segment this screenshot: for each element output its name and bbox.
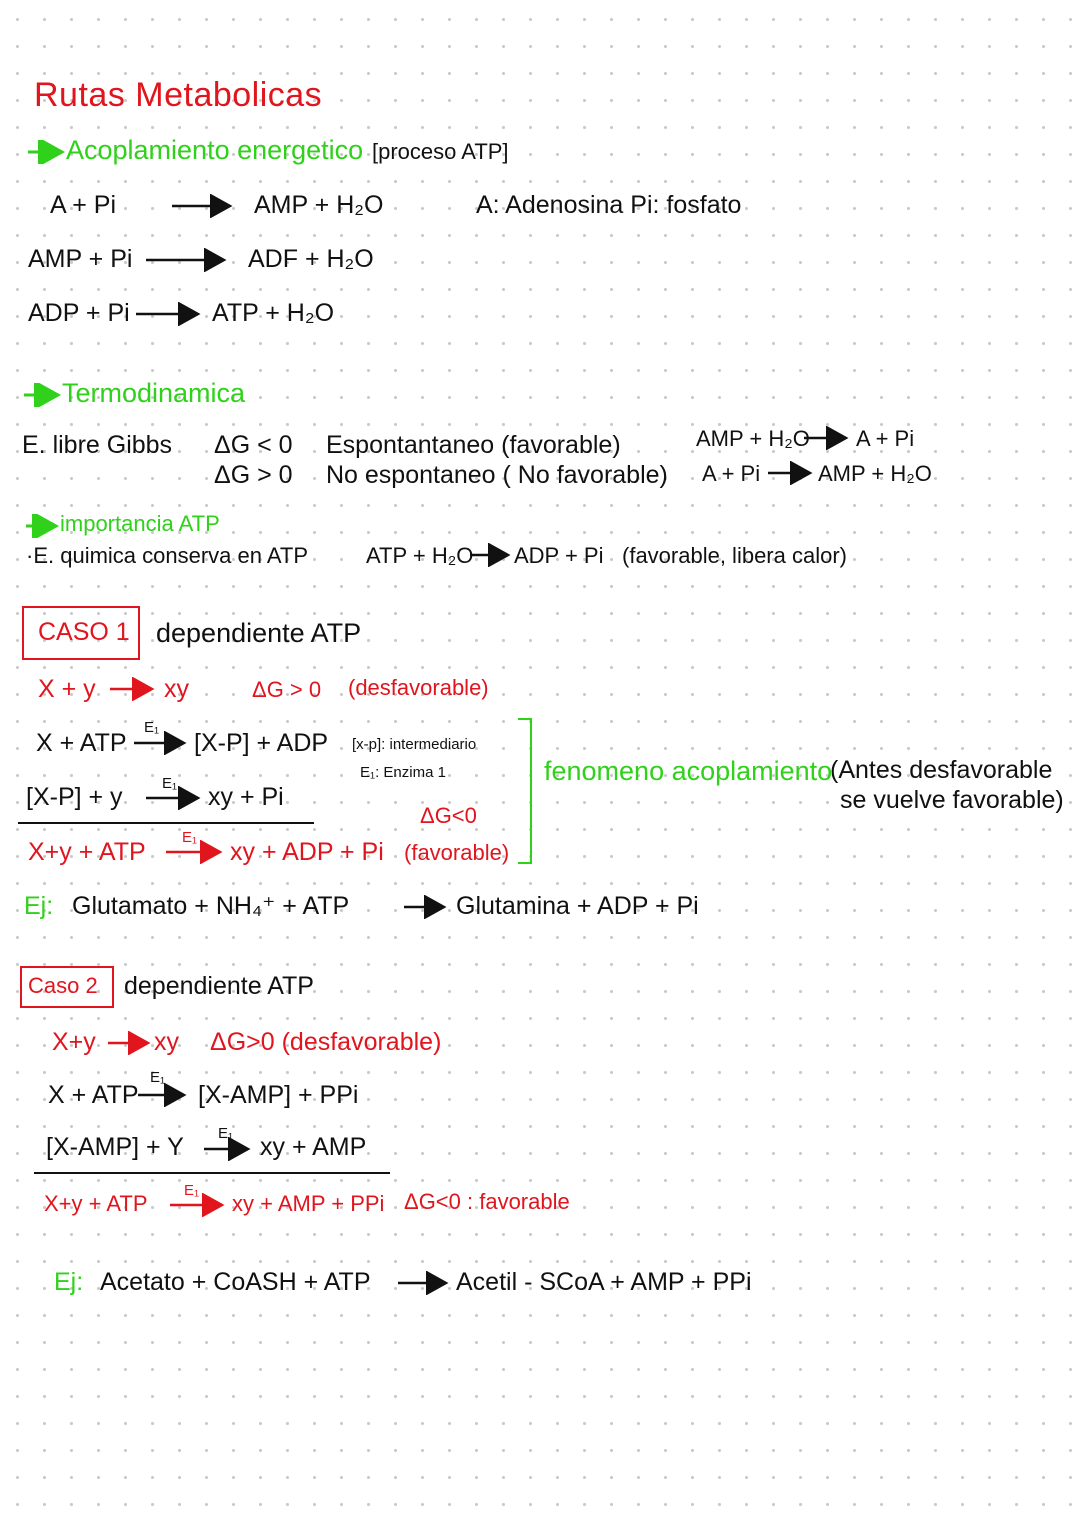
caso1-r4-left: X+y + ATP [28, 838, 146, 866]
caso1-r3-enzyme: E₁ [162, 775, 178, 792]
termo-r1-right: A + Pi [856, 426, 915, 451]
caso2-r3-right: xy + AMP [260, 1133, 367, 1161]
eq3-right: ATP + H₂O [212, 299, 335, 327]
caso2-title: dependiente ATP [124, 972, 314, 1000]
reaction-arrow-icon [402, 895, 450, 919]
caso1-r2-right: [X-P] + ADP [194, 729, 329, 757]
reaction-arrow-icon [134, 302, 204, 326]
caso2-ej-left: Acetato + CoASH + ATP [100, 1268, 371, 1296]
reaction-arrow-icon [108, 677, 158, 701]
reaction-arrow-icon [766, 461, 816, 485]
caso2-r2-left: X + ATP [48, 1081, 139, 1109]
reaction-arrow-icon [144, 786, 204, 810]
termo-r1-left: AMP + H₂O [696, 426, 810, 451]
caso1-r1-dg: ΔG > 0 [252, 677, 322, 702]
importancia-eq-left: ATP + H₂O [366, 543, 474, 568]
bullet-arrow-icon [22, 383, 62, 407]
caso1-r1-left: X + y [38, 675, 96, 703]
eq3-left: ADP + Pi [28, 299, 130, 327]
caso1-r1-right: xy [164, 675, 189, 703]
dg-negative: ΔG < 0 [214, 431, 293, 459]
importancia-eq-right: ADP + Pi [514, 543, 604, 568]
acoplamiento-legend: A: Adenosina Pi: fosfato [476, 191, 742, 219]
reaction-arrow-icon [144, 248, 230, 272]
dg-positive-desc: No espontaneo ( No favorable) [326, 461, 668, 489]
reaction-arrow-icon [802, 426, 852, 450]
caso2-r3-left: [X-AMP] + Y [46, 1133, 184, 1161]
reaction-arrow-icon [396, 1271, 452, 1295]
fenomeno-label: fenomeno acoplamiento [544, 756, 833, 786]
termo-r2-right: AMP + H₂O [818, 461, 932, 486]
caso1-ej-right: Glutamina + ADP + Pi [456, 892, 699, 920]
acoplamiento-heading: Acoplamiento energetico [66, 135, 364, 165]
caso2-r1-left: X+y [52, 1028, 96, 1056]
caso1-r4-enzyme: E₁ [182, 829, 198, 846]
eq1-right: AMP + H₂O [254, 191, 384, 219]
green-bracket [518, 718, 532, 864]
bullet-arrow-icon [24, 514, 60, 538]
caso1-ej-left: Glutamato + NH₄⁺ + ATP [72, 892, 350, 920]
caso2-r1-dg: ΔG>0 (desfavorable) [210, 1028, 442, 1056]
reaction-arrow-icon [136, 1083, 190, 1107]
gibbs-label: E. libre Gibbs [22, 431, 173, 459]
page-title: Rutas Metabolicas [34, 76, 323, 114]
caso1-note-intermediario: [x-p]: intermediario [352, 736, 477, 753]
caso1-r3-right: xy + Pi [208, 783, 284, 811]
acoplamiento-note: [proceso ATP] [372, 139, 509, 164]
reaction-arrow-icon [106, 1031, 154, 1055]
reaction-arrow-icon [164, 840, 226, 864]
termo-r2-left: A + Pi [702, 461, 761, 486]
caso2-ej-right: Acetil - SCoA + AMP + PPi [456, 1268, 752, 1296]
caso2-r2-right: [X-AMP] + PPi [198, 1081, 359, 1109]
fenomeno-note-2: se vuelve favorable) [840, 786, 1064, 814]
eq2-right: ADF + H₂O [248, 245, 374, 273]
caso2-r1-right: xy [154, 1028, 179, 1056]
dg-positive: ΔG > 0 [214, 461, 293, 489]
termo-heading: Termodinamica [62, 378, 246, 408]
sum-rule [18, 822, 314, 824]
importancia-heading: importancia ATP [60, 511, 220, 536]
sum-rule [34, 1172, 390, 1174]
eq2-left: AMP + Pi [28, 245, 133, 273]
caso1-title: dependiente ATP [156, 618, 362, 648]
caso1-label: CASO 1 [38, 618, 130, 646]
caso2-r4-note: ΔG<0 : favorable [404, 1189, 570, 1214]
importancia-note: (favorable, libera calor) [622, 543, 847, 568]
reaction-arrow-icon [170, 194, 236, 218]
caso2-r3-enzyme: E₁ [218, 1125, 234, 1142]
caso2-r4-right: xy + AMP + PPi [232, 1191, 385, 1216]
caso1-r4-right: xy + ADP + Pi [230, 838, 384, 866]
caso1-r2-left: X + ATP [36, 729, 127, 757]
reaction-arrow-icon [168, 1193, 228, 1217]
reaction-arrow-icon [132, 731, 190, 755]
caso2-ej-label: Ej: [54, 1268, 84, 1296]
fenomeno-note-1: (Antes desfavorable [830, 756, 1053, 784]
caso2-r4-enzyme: E₁ [184, 1182, 200, 1199]
caso1-r3-left: [X-P] + y [26, 783, 123, 811]
bullet-arrow-icon [26, 140, 66, 164]
eq1-left: A + Pi [50, 191, 117, 219]
reaction-arrow-icon [202, 1137, 254, 1161]
caso1-r1-note: (desfavorable) [348, 675, 489, 700]
caso2-r4-left: X+y + ATP [44, 1191, 148, 1216]
caso1-note-enzima: E₁: Enzima 1 [360, 764, 446, 781]
reaction-arrow-icon [468, 543, 514, 567]
caso1-dg-negative: ΔG<0 [420, 803, 477, 828]
importancia-bullet: ·E. quimica conserva en ATP [26, 543, 309, 568]
caso1-r2-enzyme: E₁ [144, 719, 160, 736]
caso2-label: Caso 2 [28, 973, 98, 998]
dg-negative-desc: Espontantaneo (favorable) [326, 431, 621, 459]
caso1-ej-label: Ej: [24, 892, 54, 920]
caso2-r2-enzyme: E₁ [150, 1069, 166, 1086]
caso1-r4-note: (favorable) [404, 840, 510, 865]
